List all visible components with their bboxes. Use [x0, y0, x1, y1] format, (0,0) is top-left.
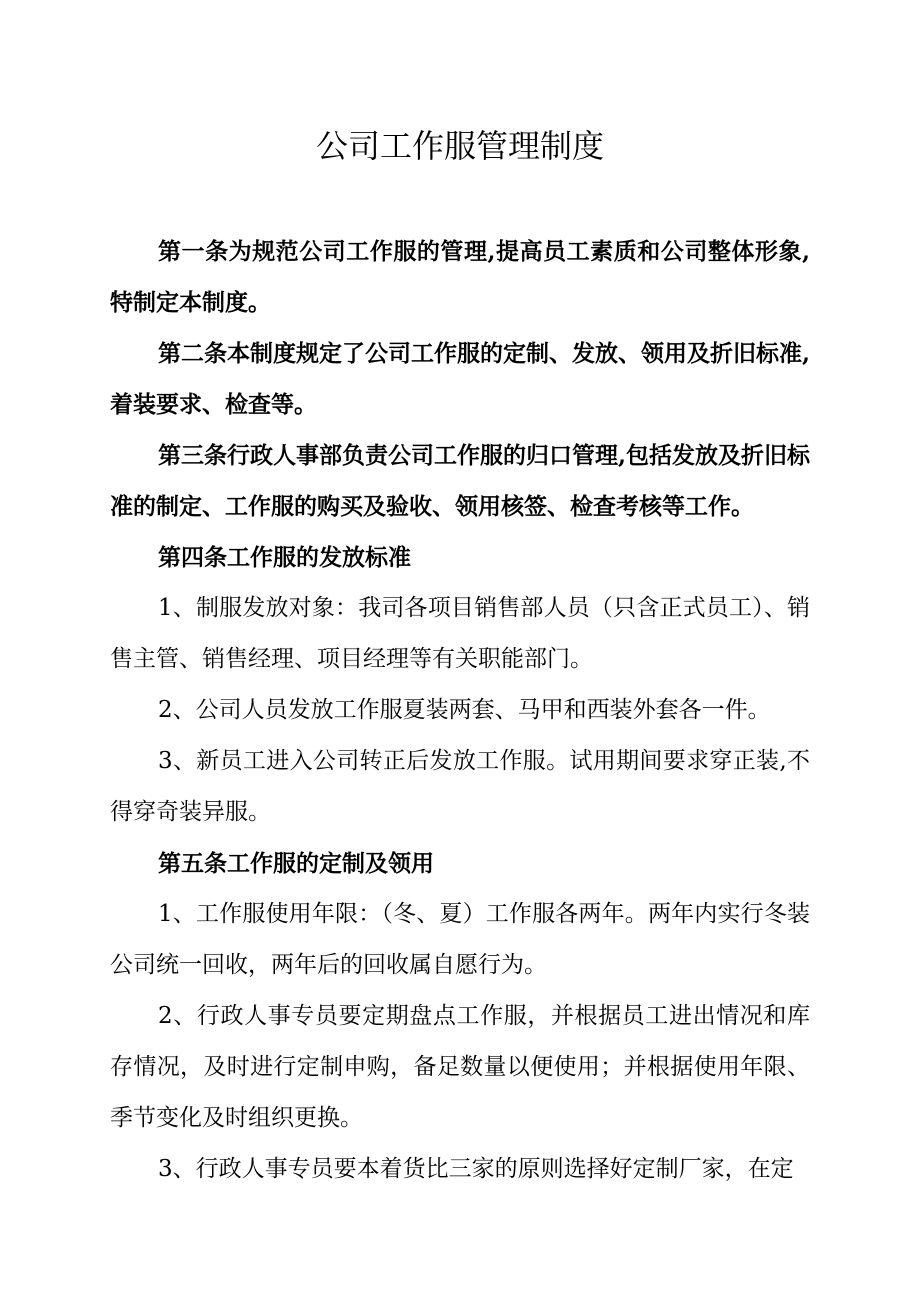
article-4-item-2: 2、公司人员发放工作服夏装两套、马甲和西装外套各一件。	[158, 697, 771, 723]
article-2: 第二条本制度规定了公司工作服的定制、发放、领用及折旧标准,着装要求、检查等。	[110, 340, 811, 418]
article-1: 第一条为规范公司工作服的管理,提高员工素质和公司整体形象,特制定本制度。	[110, 238, 810, 316]
article-5-item-3: 3、行政人事专员要本着货比三家的原则选择好定制厂家，在定	[158, 1156, 794, 1182]
article-5-item-2: 2、行政人事专员要定期盘点工作服，并根据员工进出情况和库存情况，及时进行定制申购，备足数量以便使用；并根据使用年限、季节变化及时组织更换。	[110, 1003, 810, 1131]
article-5-item-1: 1、工作服使用年限：（冬、夏）工作服各两年。两年内实行冬装公司统一回收，两年后的回收属自愿行为。	[110, 901, 810, 978]
article-4-item-1: 1、制服发放对象：我司各项目销售部人员（只含正式员工）、销售主管、销售经理、项目经理等有关职能部门。	[110, 595, 810, 672]
article-4-heading: 第四条工作服的发放标准	[158, 544, 411, 571]
article-3: 第三条行政人事部负责公司工作服的归口管理,包括发放及折旧标准的制定、工作服的购买及验收、领用核签、检查考核等工作。	[110, 442, 811, 520]
document-title: 公司工作服管理制度	[315, 127, 604, 165]
article-5-heading: 第五条工作服的定制及领用	[158, 850, 434, 877]
article-4-item-3: 3、新员工进入公司转正后发放工作服。试用期间要求穿正装,不得穿奇装异服。	[110, 748, 810, 825]
document-body	[110, 226, 810, 1195]
